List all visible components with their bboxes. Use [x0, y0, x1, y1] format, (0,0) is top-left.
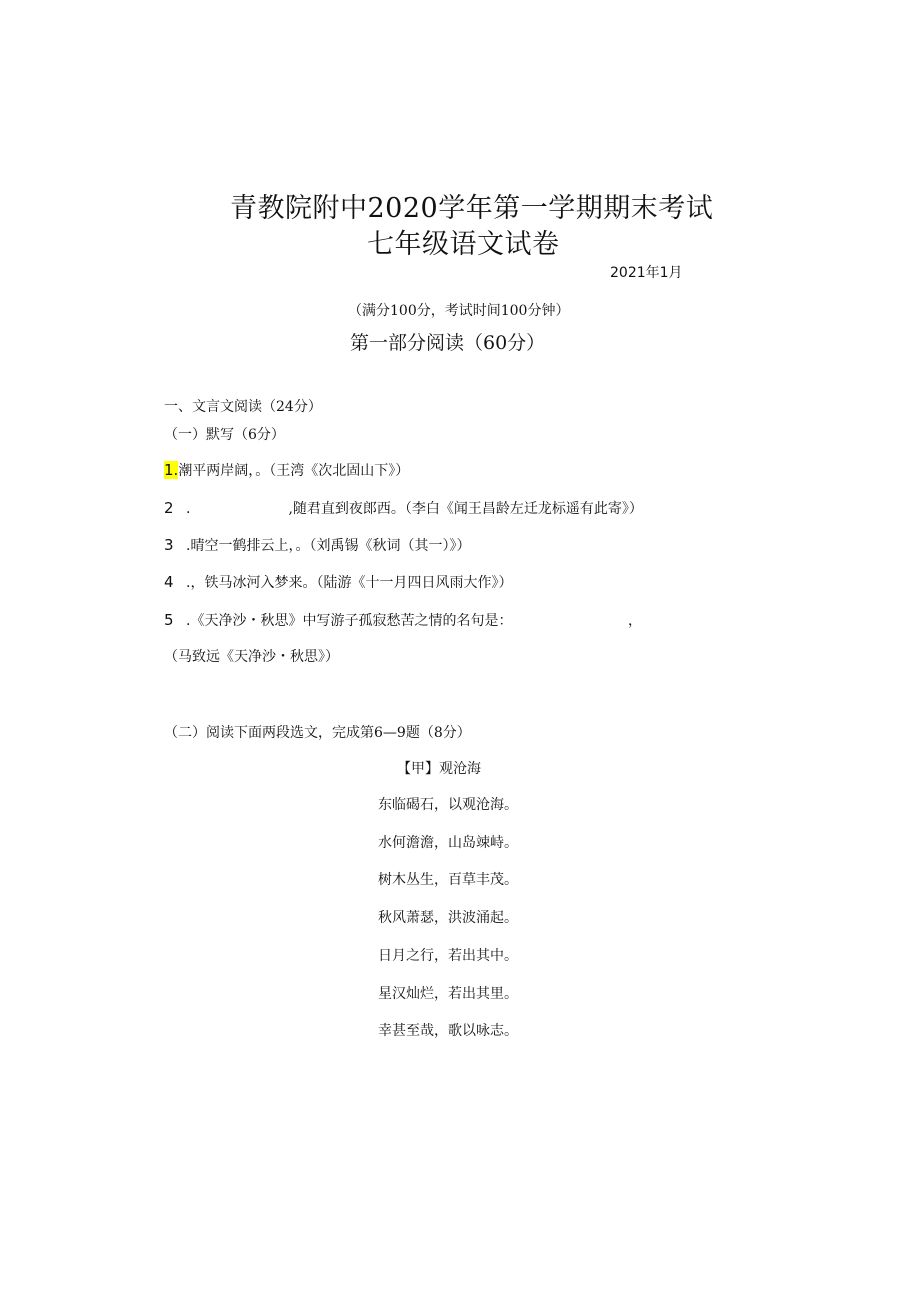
question-number: 2 — [164, 499, 174, 517]
question-text: . ,随君直到夜郎西。（李白《闻王昌龄左迁龙标遥有此寄》） — [186, 501, 643, 517]
poem-line: 星汉灿烂，若出其里。 — [378, 986, 518, 1002]
poem-line: 东临碣石，以观沧海。 — [378, 797, 518, 813]
question-3 — [164, 535, 470, 555]
poem-line: 日月之行，若出其中。 — [378, 948, 518, 964]
section1-title: 一、文言文阅读（24分） — [164, 399, 322, 415]
part-title: 第一部分阅读（60分） — [350, 332, 546, 354]
subsection2-title: （二）阅读下面两段选文，完成第6—9题（8分） — [164, 725, 471, 741]
question-5-source: （马致远《天净沙・秋思》） — [164, 649, 339, 665]
subsection1-title: （一）默写（6分） — [164, 427, 285, 443]
question-1 — [164, 460, 409, 480]
question-5 — [164, 610, 512, 630]
poem-line: 水何澹澹，山岛竦峙。 — [378, 835, 518, 851]
poem-title: 【甲】观沧海 — [397, 761, 481, 777]
question-number: 5 — [164, 611, 174, 629]
exam-date: 2021年1月 — [610, 265, 683, 281]
poem-line: 秋风萧瑟，洪波涌起。 — [378, 910, 518, 926]
poem-line: 树木丛生，百草丰茂。 — [378, 872, 518, 888]
question-5-tail: ， — [628, 613, 642, 629]
exam-note: （满分100分，考试时间100分钟） — [348, 303, 570, 319]
question-text: .《天净沙・秋思》中写游子孤寂愁苦之情的名句是： — [186, 613, 513, 629]
exam-title-line2: 七年级语文试卷 — [367, 229, 560, 260]
question-text: .，铁马冰河入梦来。（陆游《十一月四日风雨大作》） — [186, 575, 513, 591]
question-text: .晴空一鹤排云上，。（刘禹锡《秋词（其一）》） — [186, 538, 471, 554]
question-2 — [164, 498, 643, 518]
question-number: 4 — [164, 573, 174, 591]
question-number: 1. — [164, 461, 179, 479]
question-4 — [164, 572, 512, 592]
exam-title-line1: 青教院附中2020学年第一学期期末考试 — [230, 193, 714, 224]
question-number: 3 — [164, 536, 174, 554]
question-text: 潮平两岸阔，。（王湾《次北固山下》） — [178, 463, 410, 479]
poem-line: 幸甚至哉，歌以咏志。 — [378, 1023, 518, 1039]
